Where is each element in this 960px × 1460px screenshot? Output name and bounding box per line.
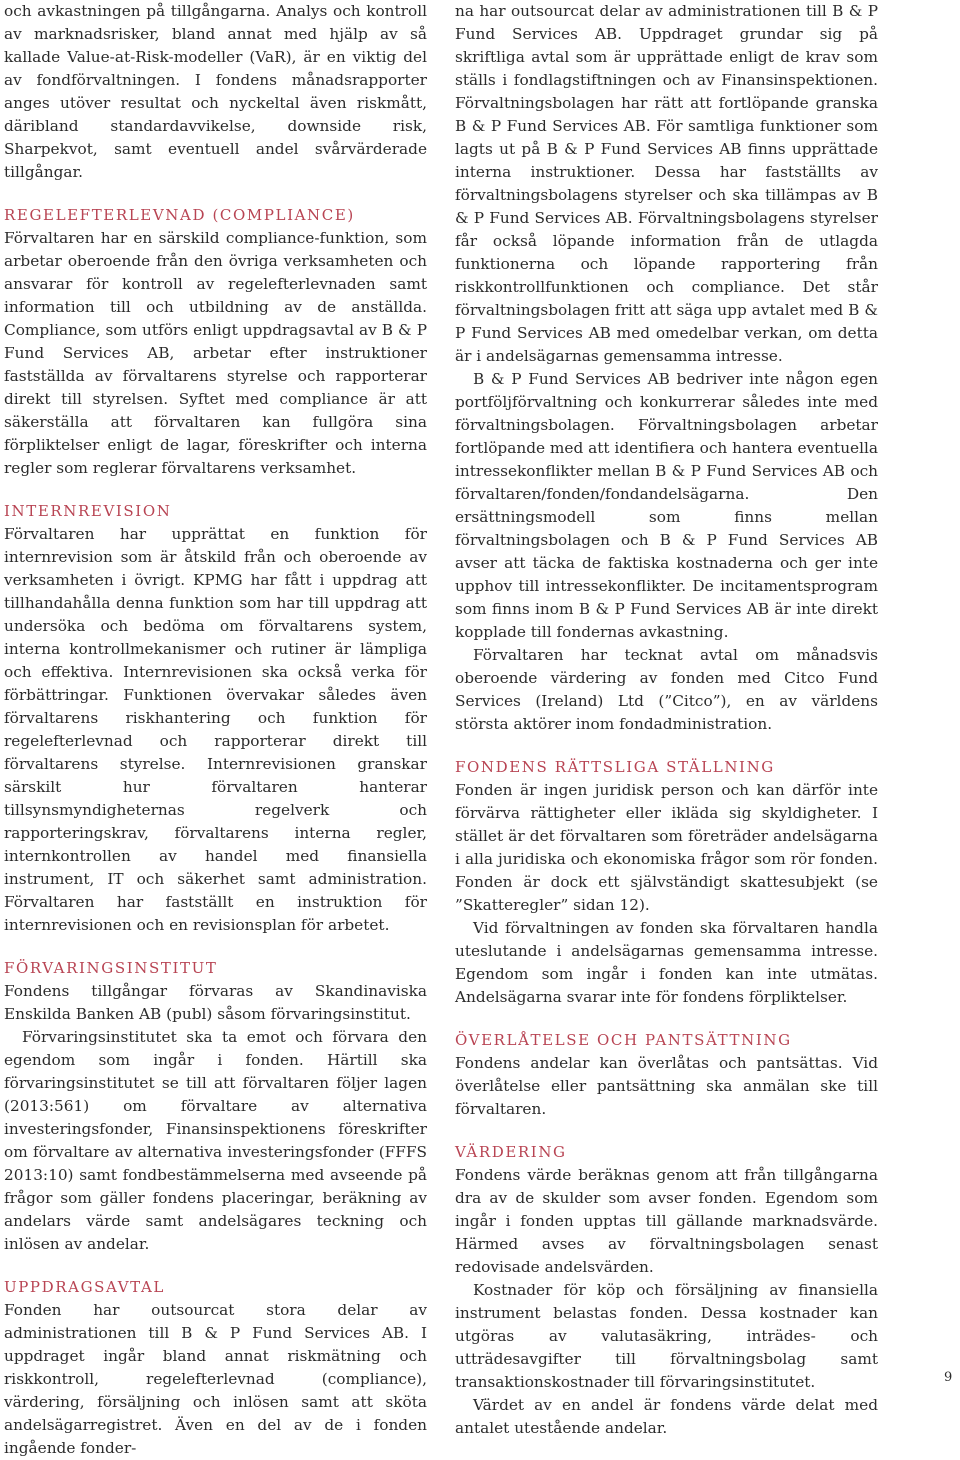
left-column: [4, 0, 427, 1460]
uppdragsavtal-paragraph: Fonden har outsourcat stora delar av administrationen till B & P Fund Services AB. I uppdraget ingår bland annat riskmätning och riskkontroll, regelefterlevnad (compliance), värdering, försäljning och inlösen samt att sköta andelsägarregistret. Även en del av de i fonden ingående fonder-: [4, 1301, 427, 1457]
intro-paragraph: och avkastningen på tillgångarna. Analys och kontroll av marknadsrisker, bland annat med hjälp av så kallade Value-at-Risk-modeller (VaR), är en viktig del av fondförvaltningen. I fondens månadsrapporter anges utöver resultat och nyckeltal även riskmått, däribland standardavvikelse, downside risk, Sharpekvot, samt eventuell andel svårvärderade tillgångar.: [4, 2, 427, 181]
heading-vardering: VÄRDERING: [455, 1143, 567, 1161]
compliance-paragraph: Förvaltaren har en särskild compliance-funktion, som arbetar oberoende från den övriga verksamheten och ansvarar för kontroll av regelefterlevnaden samt information till och utbildning av de anställda. Compliance, som utförs enligt uppdragsavtal av B & P Fund Services AB, arbetar efter instruktioner fastställda av förvaltarens styrelse och rapporterar direkt till styrelsen. Syftet med compliance är att säkerställa att förvaltaren kan fullgöra sina förpliktelser enligt de lagar, föreskrifter och interna regler som reglerar förvaltarens verksamhet.: [4, 229, 427, 477]
rattsliga-paragraph-2: Vid förvaltningen av fonden ska förvaltaren handla uteslutande i andelsägarnas gemensamma intresse. Egendom som ingår i fonden kan inte utmätas. Andelsägarna svarar inte för fondens förpliktelser.: [455, 919, 878, 1006]
heading-forvaringsinstitut: FÖRVARINGSINSTITUT: [4, 959, 218, 977]
overlatelse-paragraph: Fondens andelar kan överlåtas och pantsättas. Vid överlåtelse eller pantsättning ska anmälan ske till förvaltaren.: [455, 1054, 878, 1118]
heading-uppdragsavtal: UPPDRAGSAVTAL: [4, 1278, 165, 1296]
continuation-paragraph-1: na har outsourcat delar av administrationen till B & P Fund Services AB. Uppdraget grundar sig på skriftliga avtal som är upprättade enligt de krav som ställs i fondlagstiftningen och av Finansinspektionen. Förvaltningsbolagen har rätt att fortlöpande granska B & P Fund Services AB. För samtliga funktioner som lagts ut på B & P Fund Services AB finns upprättade interna instruktioner. Dessa har fastställts av förvaltningsbolagens styrelser och ska tillämpas av B & P Fund Services AB. Förvaltningsbolagens styrelser får också löpande information från de utlagda funktionerna och löpande rapportering från riskkontrollfunktionen och compliance. Det står förvaltningsbolagen fritt att säga upp avtalet med B & P Fund Services AB med omedelbar verkan, om detta är i andelsägarnas gemensamma intresse.: [455, 2, 878, 365]
vardering-paragraph-1: Fondens värde beräknas genom att från tillgångarna dra av de skulder som avser fonden. Egendom som ingår i fonden upptas till gällande marknadsvärde. Härmed avses av förvaltningsbolagen senast redovisade andelsvärden.: [455, 1166, 878, 1276]
rattsliga-paragraph-1: Fonden är ingen juridisk person och kan därför inte förvärva rättigheter eller ikläda sig skyldigheter. I stället är det förvaltaren som företräder andelsägarna i alla juridiska och ekonomiska frågor som rör fonden. Fonden är dock ett självständigt skattesubjekt (se ”Skatteregler” sidan 12).: [455, 781, 878, 914]
forvaringsinstitut-paragraph-2: Förvaringsinstitutet ska ta emot och förvara den egendom som ingår i fonden. Härtill ska förvaringsinstitutet se till att förvaltaren följer lagen (2013:561) om förvaltare av alternativa investeringsfonder, Finansinspektionens föreskrifter om förvaltare av alternativa investeringsfonder (FFFS 2013:10) samt fondbestämmelserna med avseende på frågor som gäller fondens placeringar, beräkning av andelars värde samt andelsägares teckning och inlösen av andelar.: [4, 1028, 427, 1253]
vardering-paragraph-3: Värdet av en andel är fondens värde delat med antalet utestående andelar.: [455, 1396, 878, 1437]
continuation-paragraph-2: B & P Fund Services AB bedriver inte någon egen portföljförvaltning och konkurrerar således inte med förvaltningsbolagen. Förvaltningsbolagen arbetar fortlöpande med att identifiera och hantera eventuella intressekonflikter mellan B & P Fund Services AB och förvaltaren/fonden/fondandelsägarna. Den ersättningsmodell som finns mellan förvaltningsbolagen och B & P Fund Services AB avser att täcka de faktiska kostnaderna och ger inte upphov till intressekonflikter. De incitamentsprogram som finns inom B & P Fund Services AB är inte direkt kopplade till fondernas avkastning.: [455, 370, 878, 641]
internrevision-paragraph: Förvaltaren har upprättat en funktion för internrevision som är åtskild från och oberoende av verksamheten i övrigt. KPMG har fått i uppdrag att tillhandahålla denna funktion som har till uppdrag att undersöka och bedöma om förvaltarens system, interna kontrollmekanismer och rutiner är lämpliga och effektiva. Internrevisionen ska också verka för förbättringar. Funktionen övervakar således även förvaltarens riskhantering och funktion för regelefterlevnad och rapporterar direkt till förvaltarens styrelse. Internrevisionen granskar särskilt hur förvaltaren hanterar tillsynsmyndigheternas regelverk och rapporteringskrav, förvaltarens interna regler, internkontrollen av handel med finansiella instrument, IT och säkerhet samt administration. Förvaltaren har fastställt en instruktion för internrevisionen och en revisionsplan för arbetet.: [4, 525, 427, 934]
heading-compliance: REGELEFTERLEVNAD (COMPLIANCE): [4, 206, 355, 224]
heading-overlatelse: ÖVERLÅTELSE OCH PANTSÄTTNING: [455, 1031, 792, 1049]
forvaringsinstitut-paragraph-1: Fondens tillgångar förvaras av Skandinaviska Enskilda Banken AB (publ) såsom förvaringsinstitut.: [4, 982, 427, 1023]
right-column: [455, 0, 878, 1440]
continuation-paragraph-3: Förvaltaren har tecknat avtal om månadsvis oberoende värdering av fonden med Citco Fund Services (Ireland) Ltd (”Citco”), en av världens största aktörer inom fondadministration.: [455, 646, 878, 733]
vardering-paragraph-2: Kostnader för köp och försäljning av finansiella instrument belastas fonden. Dessa kostnader kan utgöras av valutasäkring, inträdes- och utträdesavgifter till förvaltningsbolag samt transaktionskostnader till förvaringsinstitutet.: [455, 1281, 878, 1391]
heading-internrevision: INTERNREVISION: [4, 502, 172, 520]
heading-rattsliga: FONDENS RÄTTSLIGA STÄLLNING: [455, 758, 775, 776]
page-number: 9: [944, 1370, 953, 1385]
